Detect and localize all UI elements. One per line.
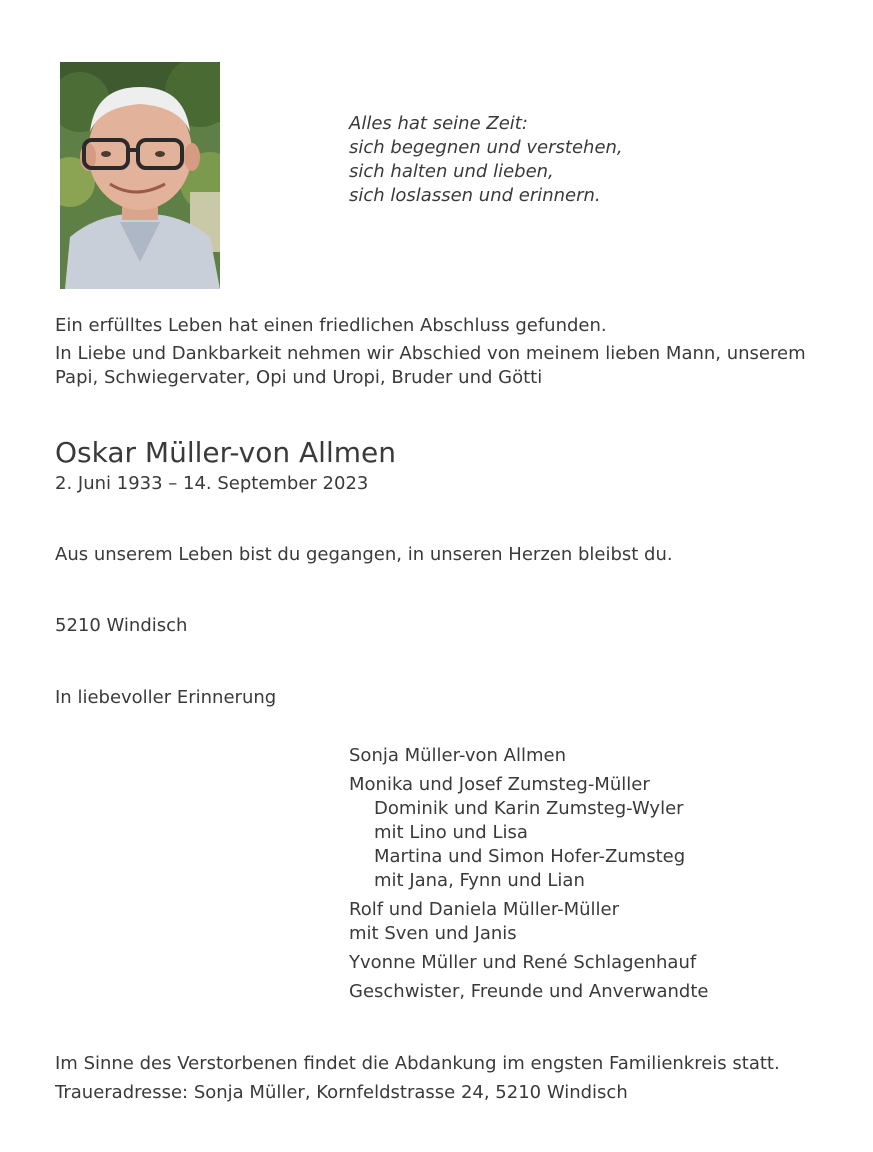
mourning-address: Traueradresse: Sonja Müller, Kornfeldstrasse 24, 5210 Windisch <box>55 1082 628 1103</box>
poem-line: sich loslassen und erinnern. <box>349 185 601 206</box>
family-list <box>349 744 708 1004</box>
poem-line: sich halten und lieben, <box>349 161 554 182</box>
intro-line-3: Papi, Schwiegervater, Opi und Uropi, Bruder und Götti <box>55 367 543 388</box>
poem <box>349 112 623 208</box>
portrait-illustration <box>60 62 220 289</box>
family-yvonne: Yvonne Müller und René Schlagenhauf <box>349 952 697 973</box>
family-rolf: Rolf und Daniela Müller-Müller <box>349 899 620 920</box>
portrait-photo <box>60 62 220 289</box>
closing-text <box>55 1052 780 1105</box>
intro-text <box>55 314 806 390</box>
place: 5210 Windisch <box>55 615 188 636</box>
family-others: Geschwister, Freunde und Anverwandte <box>349 981 709 1002</box>
memorial-quote: Aus unserem Leben bist du gegangen, in unseren Herzen bleibst du. <box>55 544 673 565</box>
family-monika: Monika und Josef Zumsteg-Müller <box>349 774 650 795</box>
family-spouse: Sonja Müller-von Allmen <box>349 745 567 766</box>
closing-line-1: Im Sinne des Verstorbenen findet die Abdankung im engsten Familienkreis statt. <box>55 1053 780 1074</box>
family-dominik-kids: mit Lino und Lisa <box>374 822 528 843</box>
life-dates: 2. Juni 1933 – 14. September 2023 <box>55 473 369 494</box>
deceased-name: Oskar Müller-von Allmen <box>55 436 396 469</box>
intro-line-1: Ein erfülltes Leben hat einen friedlichen Abschluss gefunden. <box>55 315 607 336</box>
memory-heading: In liebevoller Erinnerung <box>55 687 277 708</box>
family-rolf-kids: mit Sven und Janis <box>349 923 517 944</box>
family-martina: Martina und Simon Hofer-Zumsteg <box>374 846 686 867</box>
poem-line: Alles hat seine Zeit: <box>349 113 528 134</box>
family-dominik: Dominik und Karin Zumsteg-Wyler <box>374 798 684 819</box>
poem-line: sich begegnen und verstehen, <box>349 137 623 158</box>
intro-line-2: In Liebe und Dankbarkeit nehmen wir Abschied von meinem lieben Mann, unserem <box>55 343 806 364</box>
family-martina-kids: mit Jana, Fynn und Lian <box>374 870 585 891</box>
